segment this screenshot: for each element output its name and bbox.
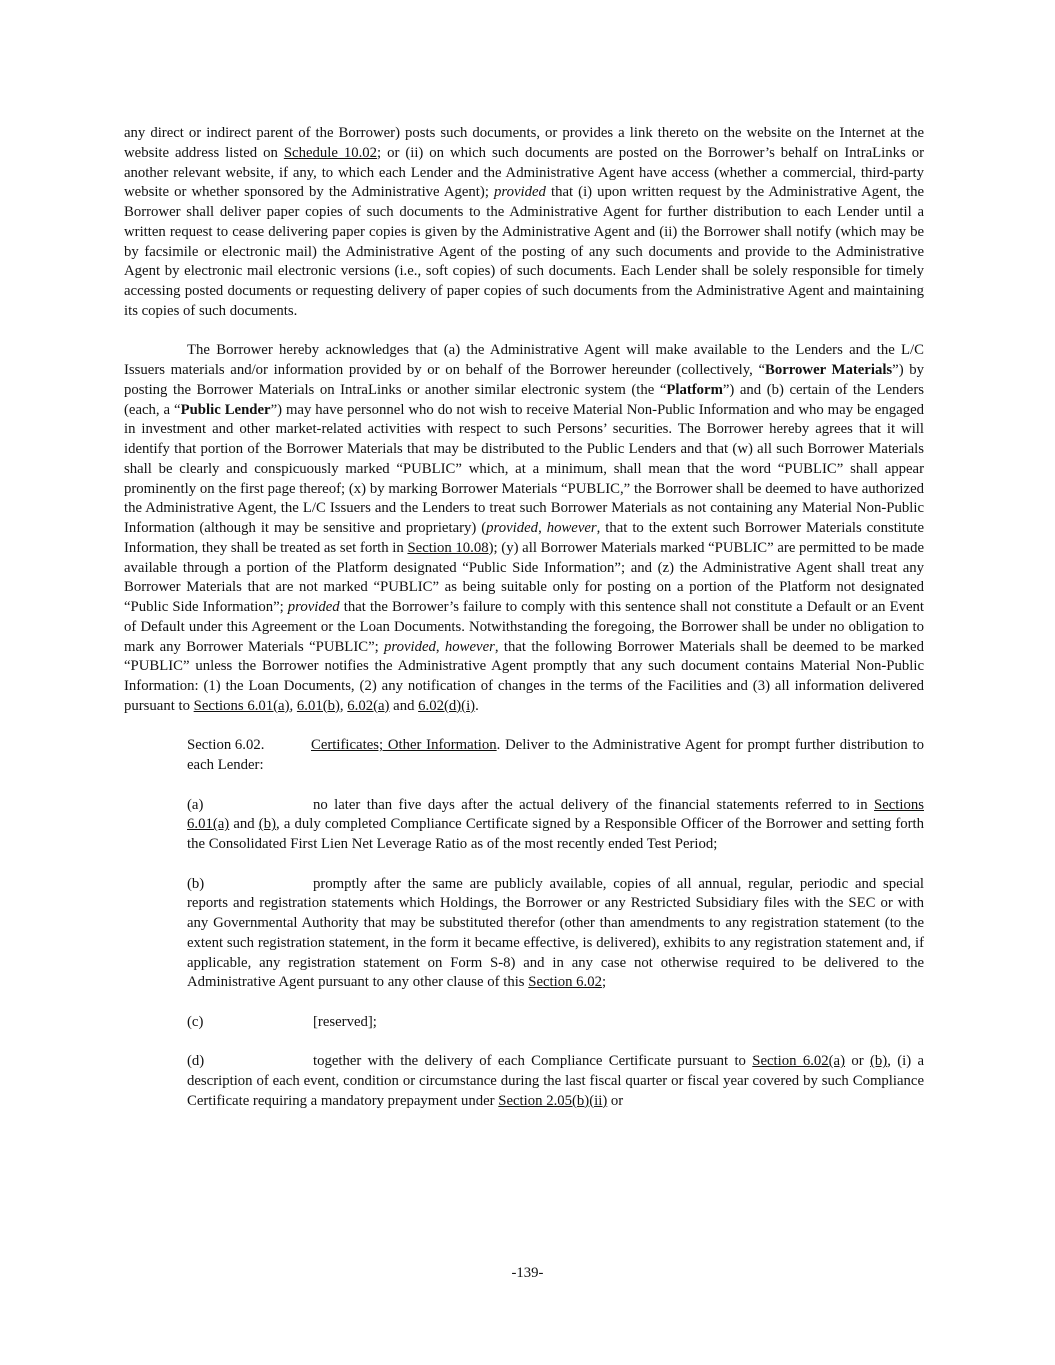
clause-label: (b) — [187, 875, 205, 892]
text-run: . Deliver to the Administrative Agent for prompt further distribution to each Lender: — [187, 737, 924, 773]
text-run: that the Borrower’s failure to comply with this sentence shall not constitute a Default or an Event of Default under this Agreement or the Loan Documents. Notwithstanding the foregoing, the Borrower shall be under no obligation to mark any Borrower Materials “PUBLIC”; — [124, 599, 924, 655]
document-page — [124, 124, 924, 1112]
text-run: and — [389, 697, 419, 714]
defined-term: Borrower Materials — [765, 362, 893, 378]
defined-term: Public Lender — [180, 401, 271, 418]
italic-term: provided — [287, 599, 340, 615]
text-run: [reserved]; — [313, 1013, 377, 1030]
italic-term: provided — [384, 638, 436, 655]
text-run: ”) and (b) certain of the Lenders (each, a “ — [124, 381, 924, 418]
text-run: together with the delivery of each Compliance Certificate pursuant to — [313, 1053, 753, 1070]
text-run: ”) by posting the Borrower Materials on IntraLinks or another similar electronic system (the “ — [124, 362, 924, 398]
text-run: , (i) a description of each event, condition or circumstance during the last fiscal quarter or fiscal year covered by such Compliance Certificate requiring a mandatory prepayment under — [187, 1053, 924, 1109]
text-run: , — [538, 520, 547, 536]
cross-reference-link: (b) — [258, 816, 276, 833]
text-run: promptly after the same are publicly available, copies of all annual, regular, periodic and special reports and registration statements which Holdings, the Borrower or any Restricted Subsidiary files with the SEC or with any Governmental Authority that may be substituted therefor (other than amendments to any registration statement (to the extent such registration statement, in the form it became effective, is delivered), exhibits to any registration statement and, if applicable, any registration statement on Form S-8) and in any case not otherwise required to be delivered to the Administrative Agent pursuant to any other clause of this — [187, 875, 924, 991]
cross-reference-link: Section 6.02(a) — [752, 1053, 846, 1070]
clause-a — [124, 796, 924, 855]
cross-reference-link: Sections 6.01(a) — [187, 796, 924, 833]
cross-reference-link: (b) — [869, 1053, 888, 1070]
cross-reference-link: Section 6.02 — [528, 974, 602, 991]
italic-term: provided — [486, 520, 539, 536]
text-run: , — [435, 638, 445, 655]
text-run: any direct or indirect parent of the Borrower) posts such documents, or provides a link thereto on the website on the Internet at the website address listed on — [124, 125, 924, 161]
text-run: that (i) upon written request by the Administrative Agent, the Borrower shall deliver paper copies of such documents to the Administrative Agent for further distribution to each Lender until a written request to cease delivering paper copies is given by the Administrative Agent and (ii) the Borrower shall notify (which may be by facsimile or electronic mail) the Administrative Agent of the posting of any such documents and provide to the Administrative Agent by electronic mail electronic versions (i.e., soft copies) of such documents. Each Lender shall be solely responsible for timely accessing posted documents or requesting delivery of paper copies of such documents from the Administrative Agent and maintaining its copies of such documents. — [124, 184, 924, 319]
text-run: , that the following Borrower Materials shall be deemed to be marked “PUBLIC” unless the Borrower notifies the Administrative Agent promptly that any such document contains Material Non-Public Information: (1) the Loan Documents, (2) any notification of changes in the terms of the Facilities and (3) all information delivered pursuant to — [124, 638, 924, 714]
text-run: ); (y) all Borrower Materials marked “PUBLIC” are permitted to be made available through a portion of the Platform designated “Public Side Information”; and (z) the Administrative Agent shall treat any Borrower Materials that are not marked “PUBLIC” as being suitable only for posting on a portion of the Platform not designated “Public Side Information”; — [124, 539, 924, 615]
text-run: no later than five days after the actual delivery of the financial statements referred to in — [313, 796, 875, 813]
section-6-02-heading — [124, 736, 924, 776]
text-run: ; or (ii) on which such documents are posted on the Borrower’s behalf on IntraLinks or another relevant website, if any, to which each Lender and the Administrative Agent have access (whether a commercial, third-party website or whether sponsored by the Administrative Agent); — [124, 144, 924, 201]
text-run: . — [475, 697, 479, 714]
text-run: or — [607, 1092, 624, 1109]
paragraph-website-posting — [124, 124, 924, 322]
section-number: Section 6.02. — [187, 737, 265, 754]
paragraph-borrower-materials — [124, 341, 924, 716]
page-number: -139- — [511, 1265, 544, 1281]
cross-reference-link: 6.02(a) — [347, 697, 390, 714]
clause-c — [124, 1013, 924, 1033]
text-run: ”) may have personnel who do not wish to receive Material Non-Public Information and who may be engaged in investment and other market-related activities with respect to such Persons’ securities. The Borrower hereby agrees that it will identify that portion of the Borrower Materials that may be distributed to the Public Lenders and that (w) all such Borrower Materials shall be clearly and conspicuously marked “PUBLIC” which, at a minimum, shall mean that the word “PUBLIC” shall appear prominently on the first page thereof; (x) by marking Borrower Materials “PUBLIC,” the Borrower shall be deemed to have authorized the Administrative Agent, the L/C Issuers and the Lenders to treat such Borrower Materials as not containing any Material Non-Public Information (although it may be sensitive and proprietary) ( — [124, 401, 925, 536]
clause-label: (a) — [187, 796, 204, 813]
cross-reference-link: Sections 6.01(a) — [193, 697, 290, 714]
cross-reference-link: Section 10.08 — [407, 539, 489, 556]
clause-label: (d) — [187, 1053, 205, 1070]
text-run: , — [339, 697, 348, 714]
text-run: or — [845, 1053, 870, 1070]
cross-reference-link: Section 2.05(b)(ii) — [498, 1092, 608, 1109]
cross-reference-link: Schedule 10.02 — [283, 144, 378, 161]
clause-b — [124, 875, 924, 994]
defined-term: Platform — [666, 381, 723, 398]
cross-reference-link: 6.02(d)(i) — [418, 697, 476, 714]
text-run: ; — [601, 974, 607, 991]
italic-term: provided — [494, 184, 546, 201]
clause-d — [124, 1052, 924, 1111]
text-run: , that to the extent such Borrower Materials constitute Information, they shall be treated as set forth in — [124, 520, 925, 556]
italic-term: however — [444, 638, 495, 655]
italic-term: however — [546, 520, 597, 536]
text-run: , a duly completed Compliance Certificate signed by a Responsible Officer of the Borrower and setting forth the Consolidated First Lien Net Leverage Ratio as of the most recently ended Test Period; — [187, 816, 925, 852]
section-title: Certificates; Other Information — [311, 737, 497, 754]
clause-label: (c) — [187, 1013, 204, 1030]
text-run: The Borrower hereby acknowledges that (a) the Administrative Agent will make available to the Lenders and the L/C Issuers materials and/or information provided by or on behalf of the Borrower hereunder (collectively, “ — [124, 342, 924, 378]
cross-reference-link: 6.01(b) — [296, 697, 340, 714]
text-run: and — [229, 816, 259, 833]
text-run: , — [289, 697, 297, 714]
